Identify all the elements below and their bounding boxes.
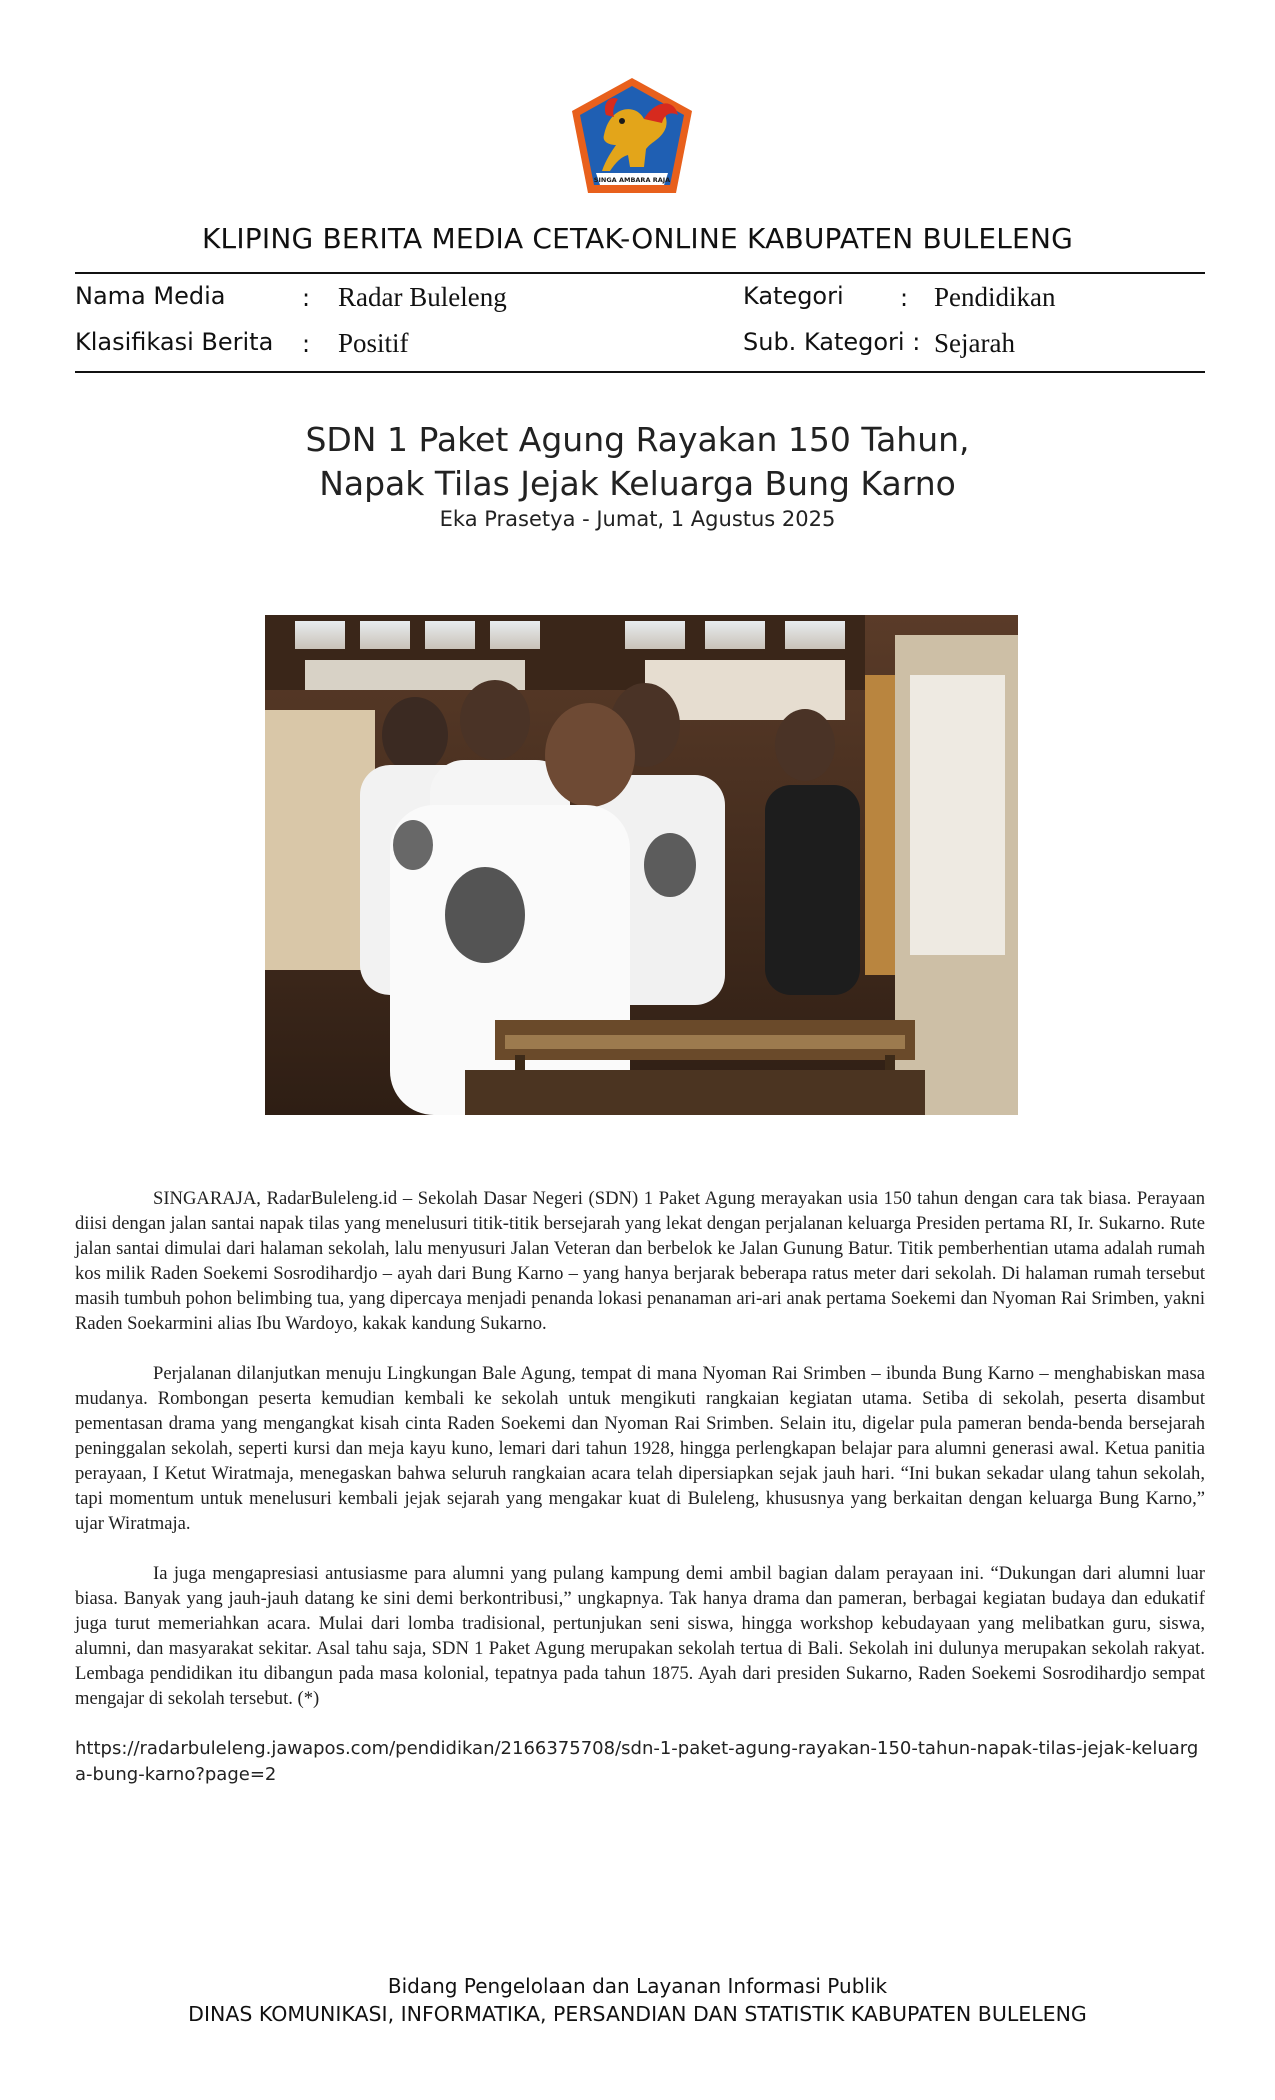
svg-text:SINGA AMBARA RAJA: SINGA AMBARA RAJA: [593, 176, 671, 184]
header-divider-bottom: [75, 371, 1205, 373]
classification-label: Klasifikasi Berita: [75, 328, 274, 356]
article-title-line-2: Napak Tilas Jejak Keluarga Bung Karno: [319, 464, 956, 503]
article-byline: Eka Prasetya - Jumat, 1 Agustus 2025: [439, 507, 836, 531]
buleleng-emblem: [566, 75, 699, 203]
article-paragraph-3: Ia juga mengapresiasi antusiasme para alumni yang pulang kampung demi ambil bagian dalam perayaan ini. “Dukungan dari alumni luar biasa. Banyak yang jauh-jauh datang ke sini demi berkontribusi,” ungkapnya. Tak hanya drama dan pameran, berbagai kegiatan budaya dan edukatif juga turut memeriahkan acara. Mulai dari lomba tradisional, pertunjukan seni siswa, hingga workshop kebudayaan yang melibatkan guru, siswa, alumni, dan masyarakat sekitar. Asal tahu saja, SDN 1 Paket Agung merupakan sekolah tertua di Bali. Sekolah ini dulunya merupakan sekolah rakyat. Lembaga pendidikan itu dibangun pada masa kolonial, tepatnya pada tahun 1875. Ayah dari presiden Sukarno, Raden Soekemi Sosrodihardjo sempat mengajar di sekolah tersebut. (*): [75, 1563, 1205, 1709]
source-url-link[interactable]: https://radarbuleleng.jawapos.com/pendidikan/2166375708/sdn-1-paket-agung-rayakan-150-tahun-napak-tilas-jejak-keluarga-bung-karno?page=2: [75, 1738, 1199, 1785]
article-paragraph-2: Perjalanan dilanjutkan menuju Lingkungan Bale Agung, tempat di mana Nyoman Rai Srimben – ibunda Bung Karno – menghabiskan masa mudanya. Rombongan peserta kemudian kembali ke sekolah untuk mengikuti rangkaian kegiatan utama. Setiba di sekolah, peserta disambut pementasan drama yang mengangkat kisah cinta Raden Soekemi dan Nyoman Rai Srimben. Selain itu, digelar pula pameran benda-benda bersejarah peninggalan sekolah, seperti kursi dan meja kayu kuno, lemari dari tahun 1928, hingga perlengkapan belajar para alumni generasi awal. Ketua panitia perayaan, I Ketut Wiratmaja, menegaskan bahwa seluruh rangkaian acara telah dipersiapkan sejak jauh hari. “Ini bukan sekadar ulang tahun sekolah, tapi momentum untuk menelusuri kembali jejak sejarah yang mengakar kuat di Buleleng, khususnya yang berkaitan dengan keluarga Bung Karno,” ujar Wiratmaja.: [75, 1363, 1205, 1534]
category-label: Kategori: [743, 282, 844, 310]
media-value: Radar Buleleng: [338, 282, 507, 312]
media-label: Nama Media: [75, 282, 226, 310]
clipping-heading: KLIPING BERITA MEDIA CETAK-ONLINE KABUPATEN BULELENG: [201, 222, 1073, 255]
category-value: Pendidikan: [934, 282, 1056, 312]
classification-value: Positif: [338, 328, 409, 358]
header-divider-top: [75, 272, 1205, 274]
footer-division: Bidang Pengelolaan dan Layanan Informasi Publik: [387, 1974, 888, 1998]
footer: [0, 1972, 1275, 2028]
article-paragraph-1: SINGARAJA, RadarBuleleng.id – Sekolah Dasar Negeri (SDN) 1 Paket Agung merayakan usia 150 tahun dengan cara tak biasa. Perayaan diisi dengan jalan santai napak tilas yang menelusuri titik-titik bersejarah yang lekat dengan perjalanan keluarga Presiden pertama RI, Ir. Sukarno. Rute jalan santai dimulai dari halaman sekolah, lalu menyusuri Jalan Veteran dan berbelok ke Jalan Gunung Batur. Titik pemberhentian utama adalah rumah kos milik Raden Soekemi Sosrodihardjo – ayah dari Bung Karno – yang hanya berjarak beberapa ratus meter dari sekolah. Di halaman rumah tersebut masih tumbuh pohon belimbing tua, yang dipercaya menjadi penanda lokasi penanaman ari-ari anak pertama Soekemi dan Nyoman Rai Srimben, yakni Raden Soekarmini alias Ibu Wardoyo, kakak kandung Sukarno.: [75, 1188, 1205, 1334]
article-photo: [265, 615, 1018, 1115]
subcategory-label: Sub. Kategori :: [743, 328, 921, 356]
subcategory-value: Sejarah: [934, 328, 1015, 358]
footer-department: DINAS KOMUNIKASI, INFORMATIKA, PERSANDIAN DAN STATISTIK KABUPATEN BULELENG: [188, 2002, 1087, 2026]
news-photo-icon: [265, 615, 1018, 1115]
singa-ambara-raja-emblem-icon: [566, 75, 699, 203]
article-title-block: [0, 418, 1275, 532]
article-body: [75, 1186, 1205, 1813]
article-title-line-1: SDN 1 Paket Agung Rayakan 150 Tahun,: [305, 420, 970, 459]
category-colon: :: [900, 284, 909, 312]
classification-colon: :: [302, 330, 311, 358]
media-colon: :: [302, 284, 311, 312]
